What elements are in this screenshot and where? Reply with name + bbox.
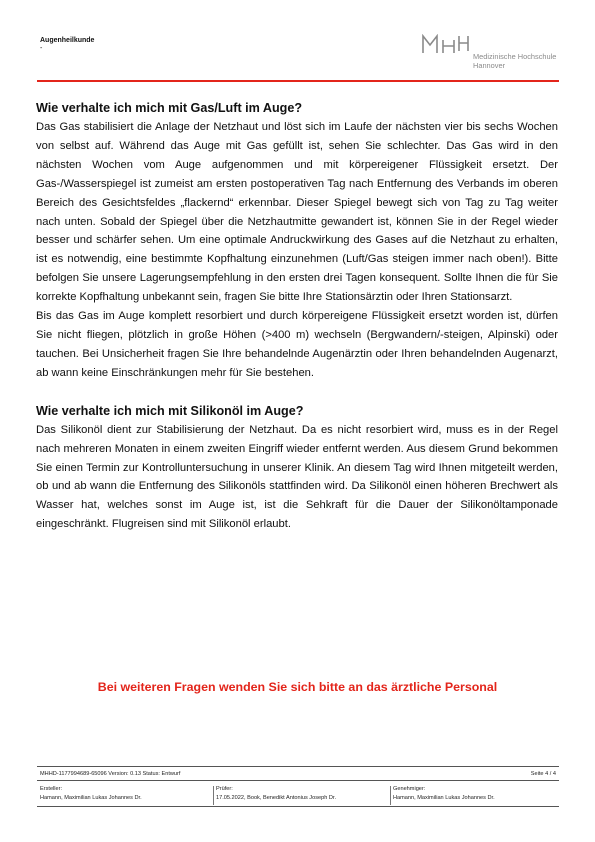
approver-value: Hamann, Maximilian Lukas Johannes Dr. [393,795,495,801]
section-paragraph: Das Silikonöl dient zur Stabilisierung der Netzhaut. Da es nicht resorbiert wird, muss es in der Regel nach mehreren Monaten in einem zweiten Eingriff wieder entfernt werden. Aus diesem Grund bekommen Sie einen Termin zur Kontrolluntersuchung in unserer Klinik. An diesem Tag wird Ihnen mitgeteilt werden, ob und ab wann die Entfernung des Silikonöls stattfinden wird. Da Silikonöl einen höheren Brechwert als Wasser hat, welches sonst im Auge ist, ist die Sehkraft für die Dauer der Silikonöltamponade eingeschränkt. Flugreisen sind mit Silikonöl erlaubt. [36,423,558,531]
page-number: Seite 4 / 4 [530,771,556,777]
creator-label: Ersteller: [40,786,63,792]
logo-text-line2: Hannover [473,61,506,70]
document-id: MHHD-1177994689-65096 Version: 0.13 Status: Entwurf [40,771,181,777]
footer-top-rule [37,766,559,767]
header-divider [37,80,559,82]
mhh-logo-icon [421,34,469,54]
section-title: Wie verhalte ich mich mit Silikonöl im Auge? [36,403,304,418]
footer-bottom-rule [37,806,559,807]
page-header [0,0,595,82]
section-gas [36,99,558,383]
main-content [36,99,558,534]
footer-column-divider [213,786,214,805]
footer-mid-rule [37,780,559,781]
footer-column-divider [390,786,391,805]
reviewer-label: Prüfer: [216,786,233,792]
reviewer-value: 17.05.2022, Book, Benedikt Antonius Joseph Dr. [216,795,337,801]
section-silicone-oil [36,402,558,534]
section-paragraph: Bis das Gas im Auge komplett resorbiert und durch körpereigene Flüssigkeit ersetzt worden ist, dürfen Sie nicht fliegen, plötzlich in große Höhen (>400 m) wechseln (Bergwandern/-steigen, Alpinski) oder tauchen. Bei Unsicherheit fragen Sie Ihre behandelnde Augenärztin oder Ihren behandelnden Augenarzt, ab wann keine Einschränkungen mehr für Sie bestehen. [36,310,558,379]
closing-note: Bei weiteren Fragen wenden Sie sich bitte an das ärztliche Personal [97,680,498,694]
creator-value: Hamann, Maximilian Lukas Johannes Dr. [40,795,142,801]
logo-text-line1: Medizinische Hochschule [473,52,557,61]
section-paragraph: Das Gas stabilisiert die Anlage der Netzhaut und löst sich im Laufe der nächsten vier bis sechs Wochen von selbst auf. Während das Auge mit Gas gefüllt ist, sehen Sie schlechter. Das Gas wird in den nächsten Wochen vom Auge aufgenommen und mit körpereigener Flüssigkeit ersetzt. Der Gas-/Wasserspiegel ist zumeist am ersten postoperativen Tag nach Entfernung des Verbands im oberen Bereich des Gesichtsfeldes „flackernd“ erkennbar. Dieser Spiegel bewegt sich von Tag zu Tag weiter nach unten. Sobald der Spiegel über die Netzhautmitte gewandert ist, können Sie in der Regel wieder besser und schärfer sehen. Um eine optimale Andruckwirkung des Gases auf die Netzhaut zu erhalten, ist es notwendig, eine bestimmte Kopfhaltung einzunehmen (Luft/Gas steigen immer nach oben!). Bitte befolgen Sie unsere Lagerungsempfehlung in den ersten drei Tagen konsequent. Sollte Ihnen die für Sie korrekte Kopfhaltung unbekannt sein, fragen Sie bitte Ihre Stationsärztin oder Ihren Stationsarzt. [36,121,558,304]
section-title: Wie verhalte ich mich mit Gas/Luft im Auge? [36,101,303,115]
department-label: Augenheilkunde [40,37,95,44]
approver-label: Genehmiger: [393,786,426,792]
department-subtitle: - [40,45,43,52]
